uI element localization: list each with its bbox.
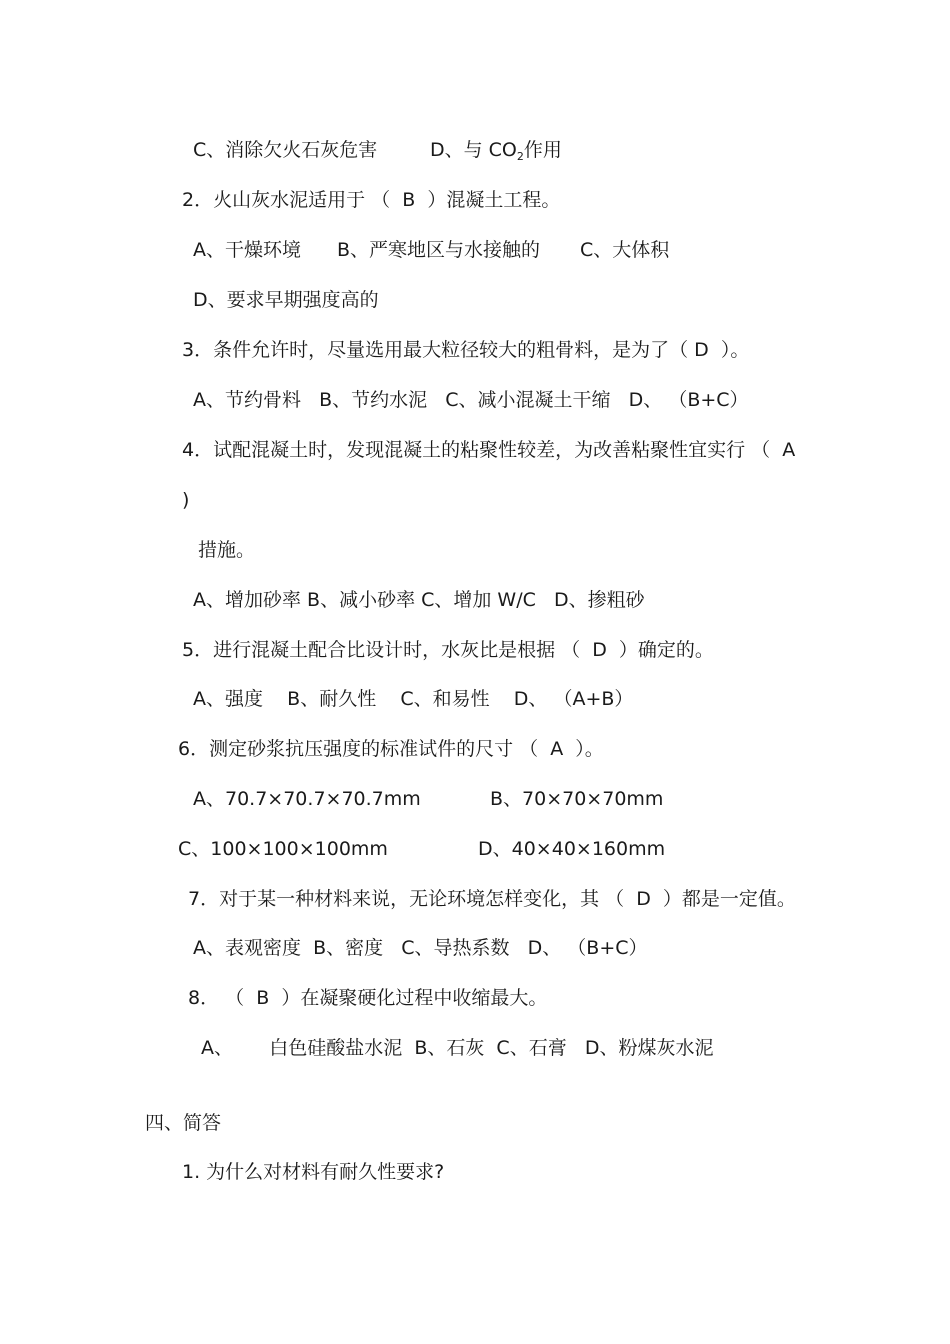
q5-options: A、强度 B、耐久性 C、和易性 D、 （A+B） xyxy=(193,688,634,710)
section4-heading: 四、简答 xyxy=(145,1112,222,1134)
q6-option-c: C、100×100×100mm xyxy=(178,838,388,860)
q1-option-d-sub: 2 xyxy=(516,150,524,163)
q6-option-b: B、70×70×70mm xyxy=(490,788,664,810)
q1-option-d xyxy=(430,137,562,166)
q2-option-c: C、大体积 xyxy=(580,239,670,261)
q8-options: A、 白色硅酸盐水泥 B、石灰 C、石膏 D、粉煤灰水泥 xyxy=(201,1037,714,1059)
q4-options: A、增加砂率 B、减小砂率 C、增加 W/C D、掺粗砂 xyxy=(193,589,645,611)
q7-options: A、表观密度 B、密度 C、导热系数 D、 （B+C） xyxy=(193,937,648,959)
q1-option-d-post: 作用 xyxy=(523,139,562,161)
q4-stem-cont: ) xyxy=(182,489,190,511)
q2-option-d: D、要求早期强度高的 xyxy=(193,289,379,311)
q6-option-d: D、40×40×160mm xyxy=(478,838,666,860)
q2-stem: 2．火山灰水泥适用于 （ B ）混凝土工程。 xyxy=(182,189,561,211)
q4-stem-end: 措施。 xyxy=(198,539,256,561)
q5-stem: 5．进行混凝土配合比设计时，水灰比是根据 （ D ）确定的。 xyxy=(182,639,714,661)
q6-option-a: A、70.7×70.7×70.7mm xyxy=(193,788,421,810)
q2-option-a: A、干燥环境 xyxy=(193,239,301,261)
section4-question-1: 1. 为什么对材料有耐久性要求? xyxy=(182,1161,445,1183)
q1-option-c: C、消除欠火石灰危害 xyxy=(193,139,378,161)
q1-option-d-pre: D、与 CO xyxy=(430,139,517,161)
q8-stem: 8． （ B ）在凝聚硬化过程中收缩最大。 xyxy=(188,987,548,1009)
q3-options: A、节约骨料 B、节约水泥 C、减小混凝土干缩 D、 （B+C） xyxy=(193,389,749,411)
q7-stem: 7．对于某一种材料来说，无论环境怎样变化，其 （ D ）都是一定值。 xyxy=(188,888,796,910)
q4-stem: 4．试配混凝土时，发现混凝土的粘聚性较差，为改善粘聚性宜实行 （ A xyxy=(182,439,796,461)
q3-stem: 3．条件允许时，尽量选用最大粒径较大的粗骨料，是为了（ D ）。 xyxy=(182,339,750,361)
q6-stem: 6．测定砂浆抗压强度的标准试件的尺寸 （ A ）。 xyxy=(178,738,604,760)
q2-option-b: B、严寒地区与水接触的 xyxy=(337,239,541,261)
